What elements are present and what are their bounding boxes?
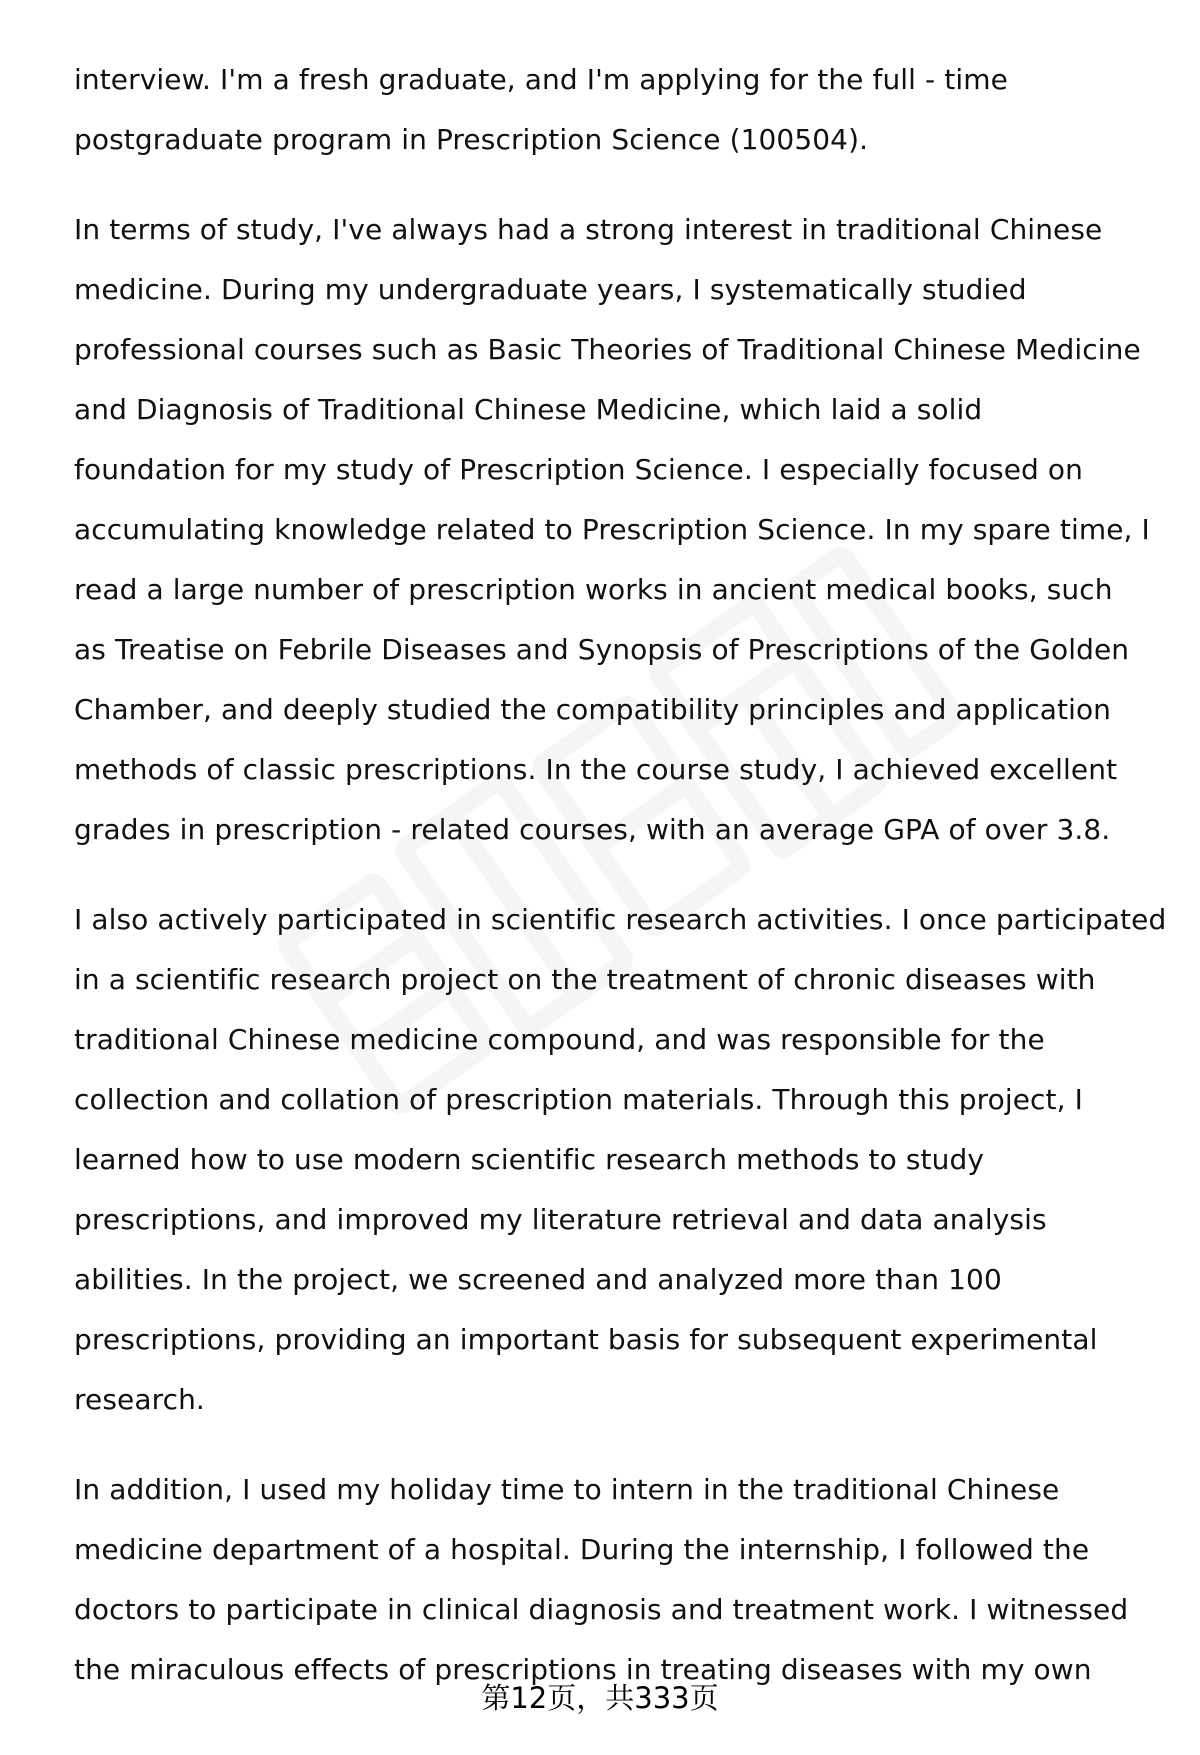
text-line: research. (74, 1383, 205, 1416)
text-line: Chamber, and deeply studied the compatibility principles and application (74, 693, 1112, 726)
text-line: learned how to use modern scientific research methods to study (74, 1143, 984, 1176)
paragraph-intro (74, 50, 1154, 170)
text-line: as Treatise on Febrile Diseases and Synopsis of Prescriptions of the Golden (74, 633, 1130, 666)
text-line: prescriptions, and improved my literature retrieval and data analysis (74, 1203, 1047, 1236)
text-line: professional courses such as Basic Theories of Traditional Chinese Medicine (74, 333, 1141, 366)
text-line: doctors to participate in clinical diagnosis and treatment work. I witnessed (74, 1593, 1129, 1626)
paragraph-research (74, 890, 1167, 1430)
text-line: In terms of study, I've always had a strong interest in traditional Chinese (74, 213, 1103, 246)
text-line: the miraculous effects of prescriptions in treating diseases with my own (74, 1653, 1092, 1686)
text-line: I also actively participated in scientific research activities. I once participated (74, 903, 1167, 936)
paragraph-internship (74, 1460, 1154, 1700)
text-line: collection and collation of prescription materials. Through this project, I (74, 1083, 1083, 1116)
text-line: grades in prescription - related courses, with an average GPA of over 3.8. (74, 813, 1111, 846)
text-line: interview. I'm a fresh graduate, and I'm applying for the full - time (74, 63, 1008, 96)
text-line: medicine department of a hospital. During the internship, I followed the (74, 1533, 1090, 1566)
text-line: postgraduate program in Prescription Science (100504). (74, 123, 869, 156)
paragraph-study (74, 200, 1154, 860)
text-line: foundation for my study of Prescription Science. I especially focused on (74, 453, 1084, 486)
text-line: in a scientific research project on the treatment of chronic diseases with (74, 963, 1096, 996)
text-line: and Diagnosis of Traditional Chinese Medicine, which laid a solid (74, 393, 983, 426)
text-line: In addition, I used my holiday time to intern in the traditional Chinese (74, 1473, 1060, 1506)
text-line: traditional Chinese medicine compound, and was responsible for the (74, 1023, 1045, 1056)
text-line: medicine. During my undergraduate years, I systematically studied (74, 273, 1027, 306)
text-line: prescriptions, providing an important basis for subsequent experimental (74, 1323, 1098, 1356)
text-line: accumulating knowledge related to Prescription Science. In my spare time, I (74, 513, 1150, 546)
page-number-footer: 第12页，共333页 (481, 1681, 719, 1715)
text-line: abilities. In the project, we screened and analyzed more than 100 (74, 1263, 1002, 1296)
text-line: read a large number of prescription works in ancient medical books, such (74, 573, 1113, 606)
text-line: methods of classic prescriptions. In the course study, I achieved excellent (74, 753, 1118, 786)
document-body (74, 50, 1167, 1730)
